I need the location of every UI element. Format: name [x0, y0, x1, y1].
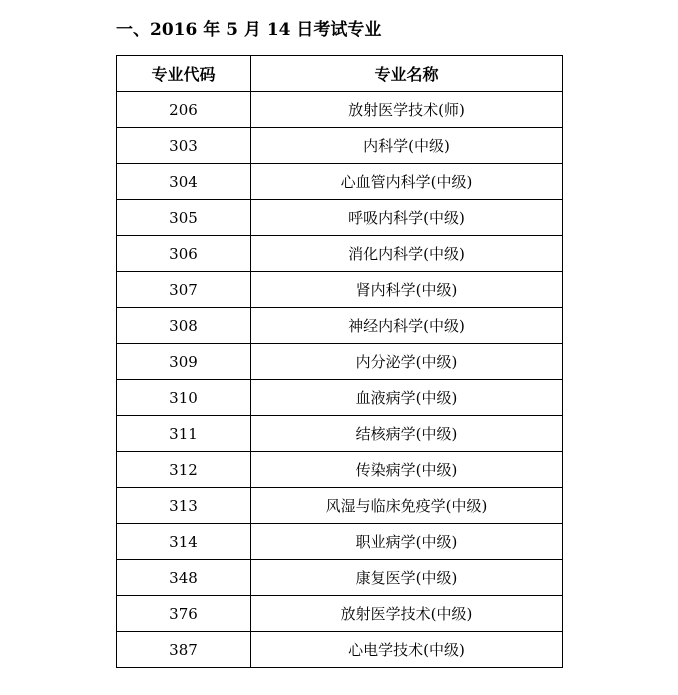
- section-heading: 一、2016 年 5 月 14 日考试专业: [116, 20, 382, 40]
- major-code: 309: [117, 344, 251, 380]
- table-row: [117, 380, 563, 416]
- major-name: 心电学技术(中级): [251, 632, 563, 668]
- major-name: 内分泌学(中级): [251, 344, 563, 380]
- table-row: [117, 344, 563, 380]
- major-name: 结核病学(中级): [251, 416, 563, 452]
- major-name: 风湿与临床免疫学(中级): [251, 488, 563, 524]
- major-name: 呼吸内科学(中级): [251, 200, 563, 236]
- major-name: 放射医学技术(师): [251, 92, 563, 128]
- major-code: 303: [117, 128, 251, 164]
- table-row: [117, 488, 563, 524]
- majors-table: [116, 55, 563, 668]
- table-row: [117, 92, 563, 128]
- column-header-code: 专业代码: [117, 56, 251, 92]
- table-header-row: [117, 56, 563, 92]
- major-code: 306: [117, 236, 251, 272]
- major-code: 387: [117, 632, 251, 668]
- table-row: [117, 416, 563, 452]
- table-row: [117, 524, 563, 560]
- table-row: [117, 128, 563, 164]
- major-name: 传染病学(中级): [251, 452, 563, 488]
- table-row: [117, 200, 563, 236]
- major-code: 206: [117, 92, 251, 128]
- major-name: 神经内科学(中级): [251, 308, 563, 344]
- major-name: 内科学(中级): [251, 128, 563, 164]
- major-name: 放射医学技术(中级): [251, 596, 563, 632]
- major-code: 308: [117, 308, 251, 344]
- major-code: 312: [117, 452, 251, 488]
- table-row: [117, 164, 563, 200]
- major-code: 305: [117, 200, 251, 236]
- major-name: 消化内科学(中级): [251, 236, 563, 272]
- major-code: 314: [117, 524, 251, 560]
- major-code: 311: [117, 416, 251, 452]
- major-name: 肾内科学(中级): [251, 272, 563, 308]
- table-row: [117, 632, 563, 668]
- major-name: 血液病学(中级): [251, 380, 563, 416]
- table-row: [117, 596, 563, 632]
- table-row: [117, 308, 563, 344]
- major-code: 304: [117, 164, 251, 200]
- major-code: 376: [117, 596, 251, 632]
- major-name: 心血管内科学(中级): [251, 164, 563, 200]
- major-name: 康复医学(中级): [251, 560, 563, 596]
- column-header-name: 专业名称: [251, 56, 563, 92]
- table-row: [117, 452, 563, 488]
- major-code: 307: [117, 272, 251, 308]
- table-row: [117, 236, 563, 272]
- major-code: 313: [117, 488, 251, 524]
- table-row: [117, 272, 563, 308]
- major-code: 310: [117, 380, 251, 416]
- major-name: 职业病学(中级): [251, 524, 563, 560]
- major-code: 348: [117, 560, 251, 596]
- table-row: [117, 560, 563, 596]
